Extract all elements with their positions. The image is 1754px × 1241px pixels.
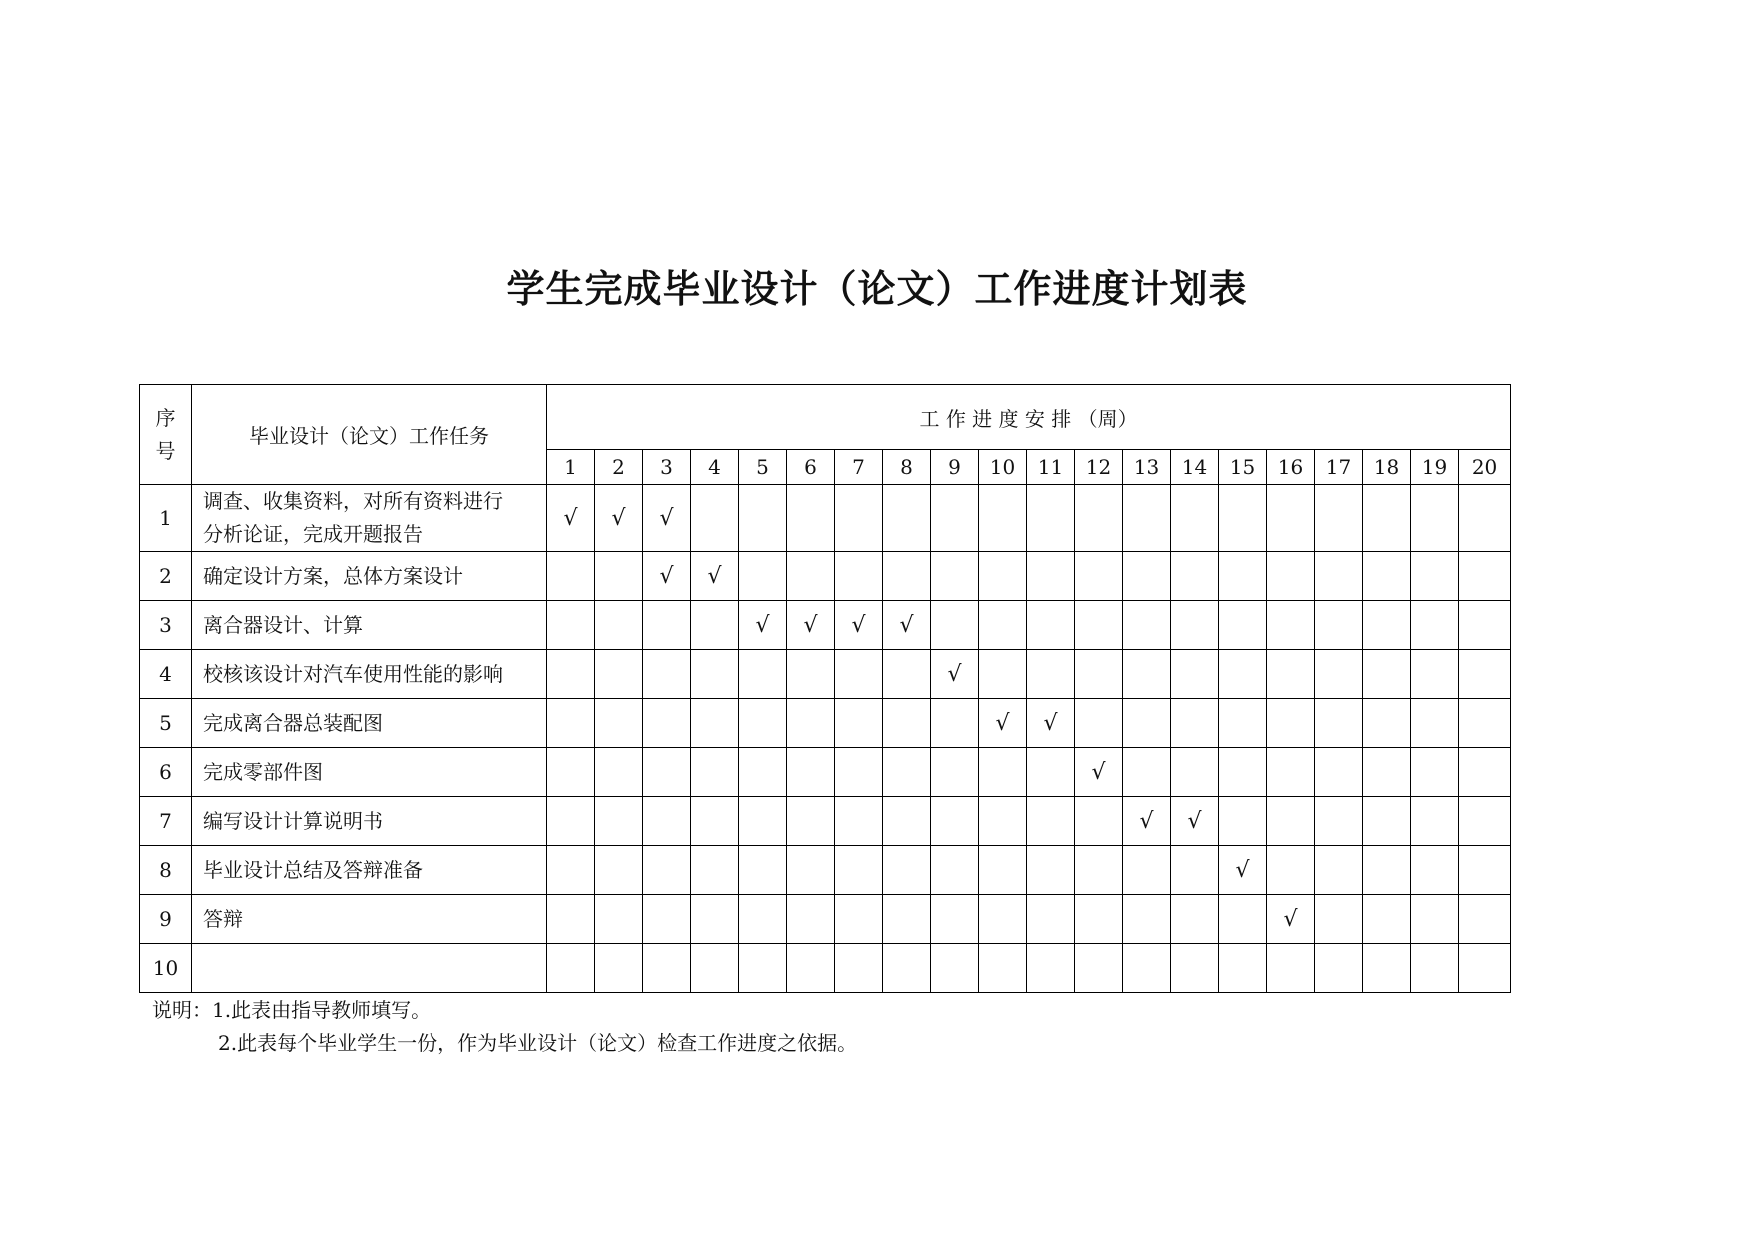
- week-cell: [787, 485, 835, 552]
- check-mark: √: [1171, 797, 1219, 846]
- check-mark: √: [643, 485, 691, 552]
- week-cell: [931, 944, 979, 993]
- week-cell: [835, 485, 883, 552]
- week-cell: [883, 650, 931, 699]
- week-cell: [1459, 748, 1511, 797]
- week-cell: [835, 846, 883, 895]
- week-cell: [835, 552, 883, 601]
- week-cell: [1219, 895, 1267, 944]
- check-mark: √: [1075, 748, 1123, 797]
- week-cell: [1123, 601, 1171, 650]
- schedule-header: 工 作 进 度 安 排 （周）: [547, 385, 1511, 450]
- week-header-cell: 6: [787, 450, 835, 485]
- table-row: [140, 650, 1511, 699]
- table-row: [140, 699, 1511, 748]
- check-mark: √: [1219, 846, 1267, 895]
- week-header-cell: 12: [1075, 450, 1123, 485]
- week-cell: [547, 944, 595, 993]
- week-cell: [547, 748, 595, 797]
- week-cell: [1219, 601, 1267, 650]
- week-cell: [1459, 797, 1511, 846]
- week-header-cell: 17: [1315, 450, 1363, 485]
- check-mark: √: [547, 485, 595, 552]
- week-cell: [643, 797, 691, 846]
- week-header-cell: 5: [739, 450, 787, 485]
- week-cell: [1411, 485, 1459, 552]
- week-cell: [835, 650, 883, 699]
- week-cell: [1411, 846, 1459, 895]
- week-cell: [1219, 650, 1267, 699]
- week-cell: [1219, 552, 1267, 601]
- week-header-cell: 15: [1219, 450, 1267, 485]
- week-cell: [979, 944, 1027, 993]
- week-cell: [883, 485, 931, 552]
- task-header: 毕业设计（论文）工作任务: [192, 385, 547, 485]
- check-mark: √: [1123, 797, 1171, 846]
- week-cell: [883, 552, 931, 601]
- header-row: [140, 385, 1511, 450]
- week-cell: [1075, 552, 1123, 601]
- week-cell: [1315, 650, 1363, 699]
- week-cell: [883, 797, 931, 846]
- week-cell: [595, 552, 643, 601]
- week-cell: [1123, 895, 1171, 944]
- task-cell: 完成离合器总装配图: [192, 699, 547, 748]
- seq-cell: 2: [140, 552, 192, 601]
- week-cell: [691, 895, 739, 944]
- table-row: [140, 485, 1511, 552]
- week-cell: [1363, 650, 1411, 699]
- week-cell: [547, 699, 595, 748]
- week-cell: [1363, 797, 1411, 846]
- seq-cell: 4: [140, 650, 192, 699]
- check-mark: √: [883, 601, 931, 650]
- check-mark: √: [787, 601, 835, 650]
- week-cell: [1075, 601, 1123, 650]
- table-row: [140, 846, 1511, 895]
- week-cell: [787, 699, 835, 748]
- task-cell: 校核该设计对汽车使用性能的影响: [192, 650, 547, 699]
- week-cell: [931, 748, 979, 797]
- week-cell: [1267, 846, 1315, 895]
- week-cell: [1411, 748, 1459, 797]
- week-cell: [691, 650, 739, 699]
- week-cell: [595, 895, 643, 944]
- week-cell: [979, 552, 1027, 601]
- week-cell: [1027, 797, 1075, 846]
- week-header-cell: 16: [1267, 450, 1315, 485]
- week-cell: [1267, 944, 1315, 993]
- week-cell: [1219, 748, 1267, 797]
- schedule-table: [139, 384, 1511, 993]
- check-mark: √: [595, 485, 643, 552]
- week-cell: [1267, 748, 1315, 797]
- week-cell: [787, 797, 835, 846]
- week-cell: [1171, 601, 1219, 650]
- week-cell: [1171, 650, 1219, 699]
- check-mark: √: [1267, 895, 1315, 944]
- week-cell: [739, 699, 787, 748]
- week-cell: [883, 748, 931, 797]
- week-cell: [1411, 552, 1459, 601]
- week-cell: [1315, 944, 1363, 993]
- check-mark: √: [931, 650, 979, 699]
- seq-cell: 3: [140, 601, 192, 650]
- week-cell: [1219, 944, 1267, 993]
- week-cell: [1123, 699, 1171, 748]
- week-cell: [931, 552, 979, 601]
- seq-cell: 6: [140, 748, 192, 797]
- week-cell: [1411, 944, 1459, 993]
- week-cell: [1123, 748, 1171, 797]
- week-header-cell: 20: [1459, 450, 1511, 485]
- week-cell: [931, 699, 979, 748]
- week-cell: [1363, 895, 1411, 944]
- week-cell: [931, 797, 979, 846]
- task-cell: 答辩: [192, 895, 547, 944]
- week-cell: [1363, 846, 1411, 895]
- week-cell: [1267, 797, 1315, 846]
- week-cell: [979, 601, 1027, 650]
- week-header-cell: 8: [883, 450, 931, 485]
- check-mark: √: [1027, 699, 1075, 748]
- week-cell: [595, 748, 643, 797]
- week-cell: [1027, 485, 1075, 552]
- week-cell: [1459, 552, 1511, 601]
- week-cell: [1411, 699, 1459, 748]
- week-cell: [931, 601, 979, 650]
- week-cell: [595, 846, 643, 895]
- week-cell: [643, 846, 691, 895]
- week-cell: [1315, 601, 1363, 650]
- check-mark: √: [979, 699, 1027, 748]
- week-cell: [595, 797, 643, 846]
- week-cell: [1219, 699, 1267, 748]
- check-mark: √: [739, 601, 787, 650]
- week-cell: [691, 601, 739, 650]
- week-header-cell: 11: [1027, 450, 1075, 485]
- week-cell: [979, 650, 1027, 699]
- week-cell: [835, 944, 883, 993]
- week-cell: [979, 895, 1027, 944]
- week-cell: [979, 797, 1027, 846]
- week-cell: [787, 748, 835, 797]
- week-cell: [643, 601, 691, 650]
- week-cell: [691, 748, 739, 797]
- week-cell: [1075, 650, 1123, 699]
- week-cell: [1267, 601, 1315, 650]
- table-row: [140, 797, 1511, 846]
- week-cell: [547, 846, 595, 895]
- week-cell: [1171, 846, 1219, 895]
- week-cell: [1459, 601, 1511, 650]
- week-cell: [835, 699, 883, 748]
- week-cell: [1171, 699, 1219, 748]
- week-cell: [1027, 944, 1075, 993]
- week-cell: [883, 699, 931, 748]
- task-cell: 毕业设计总结及答辩准备: [192, 846, 547, 895]
- week-cell: [643, 748, 691, 797]
- week-cell: [739, 895, 787, 944]
- week-cell: [1027, 748, 1075, 797]
- week-cell: [1459, 699, 1511, 748]
- week-cell: [1171, 944, 1219, 993]
- week-cell: [835, 895, 883, 944]
- week-cell: [1363, 601, 1411, 650]
- week-cell: [547, 650, 595, 699]
- week-cell: [547, 601, 595, 650]
- check-mark: √: [643, 552, 691, 601]
- week-cell: [931, 895, 979, 944]
- week-cell: [883, 846, 931, 895]
- week-cell: [739, 650, 787, 699]
- task-cell: 调查、收集资料，对所有资料进行 分析论证，完成开题报告: [192, 485, 547, 552]
- week-cell: [739, 485, 787, 552]
- week-cell: [835, 748, 883, 797]
- task-cell: 编写设计计算说明书: [192, 797, 547, 846]
- week-header-cell: 2: [595, 450, 643, 485]
- week-cell: [1075, 944, 1123, 993]
- week-cell: [1267, 699, 1315, 748]
- week-cell: [739, 748, 787, 797]
- week-cell: [643, 944, 691, 993]
- page-title: 学生完成毕业设计（论文）工作进度计划表: [506, 267, 1248, 311]
- task-cell: [192, 944, 547, 993]
- seq-cell: 7: [140, 797, 192, 846]
- week-cell: [547, 895, 595, 944]
- table-row: [140, 895, 1511, 944]
- task-cell: 完成零部件图: [192, 748, 547, 797]
- week-cell: [1027, 601, 1075, 650]
- week-cell: [883, 944, 931, 993]
- week-cell: [1219, 485, 1267, 552]
- week-cell: [1027, 552, 1075, 601]
- week-cell: [1123, 944, 1171, 993]
- week-cell: [739, 552, 787, 601]
- week-cell: [1075, 846, 1123, 895]
- week-cell: [643, 699, 691, 748]
- week-cell: [1363, 944, 1411, 993]
- week-cell: [643, 895, 691, 944]
- week-cell: [1315, 699, 1363, 748]
- week-cell: [1171, 552, 1219, 601]
- seq-header: 序 号: [140, 385, 192, 485]
- week-cell: [691, 944, 739, 993]
- check-mark: √: [691, 552, 739, 601]
- week-header-cell: 3: [643, 450, 691, 485]
- week-cell: [1315, 797, 1363, 846]
- week-cell: [739, 797, 787, 846]
- week-cell: [1075, 699, 1123, 748]
- week-cell: [691, 485, 739, 552]
- week-cell: [787, 650, 835, 699]
- week-cell: [691, 797, 739, 846]
- week-header-cell: 4: [691, 450, 739, 485]
- week-cell: [1171, 895, 1219, 944]
- week-cell: [1027, 650, 1075, 699]
- week-cell: [1075, 797, 1123, 846]
- week-cell: [787, 895, 835, 944]
- week-cell: [787, 552, 835, 601]
- week-header-cell: 7: [835, 450, 883, 485]
- week-header-cell: 14: [1171, 450, 1219, 485]
- week-cell: [1123, 846, 1171, 895]
- week-cell: [739, 944, 787, 993]
- task-cell: 确定设计方案，总体方案设计: [192, 552, 547, 601]
- week-cell: [979, 748, 1027, 797]
- week-cell: [595, 944, 643, 993]
- week-cell: [1315, 846, 1363, 895]
- seq-cell: 5: [140, 699, 192, 748]
- week-cell: [1363, 699, 1411, 748]
- week-cell: [931, 846, 979, 895]
- note-line-2: 2.此表每个毕业学生一份，作为毕业设计（论文）检查工作进度之依据。: [218, 1031, 858, 1055]
- week-cell: [1171, 748, 1219, 797]
- week-cell: [595, 650, 643, 699]
- table-row: [140, 601, 1511, 650]
- week-cell: [547, 797, 595, 846]
- week-cell: [1459, 485, 1511, 552]
- week-header-cell: 19: [1411, 450, 1459, 485]
- week-cell: [1363, 485, 1411, 552]
- table-row: [140, 944, 1511, 993]
- week-header-cell: 9: [931, 450, 979, 485]
- check-mark: √: [835, 601, 883, 650]
- week-cell: [931, 485, 979, 552]
- week-cell: [1459, 846, 1511, 895]
- week-cell: [1315, 895, 1363, 944]
- week-cell: [1027, 846, 1075, 895]
- week-cell: [1363, 748, 1411, 797]
- week-cell: [1411, 601, 1459, 650]
- week-cell: [691, 699, 739, 748]
- week-cell: [979, 485, 1027, 552]
- week-cell: [1219, 797, 1267, 846]
- week-cell: [1123, 650, 1171, 699]
- week-cell: [643, 650, 691, 699]
- week-cell: [883, 895, 931, 944]
- seq-cell: 10: [140, 944, 192, 993]
- week-cell: [595, 601, 643, 650]
- week-cell: [1459, 944, 1511, 993]
- week-header-cell: 10: [979, 450, 1027, 485]
- week-cell: [1459, 650, 1511, 699]
- week-cell: [1411, 797, 1459, 846]
- week-cell: [835, 797, 883, 846]
- week-cell: [739, 846, 787, 895]
- table-row: [140, 748, 1511, 797]
- week-cell: [1027, 895, 1075, 944]
- week-cell: [979, 846, 1027, 895]
- week-header-cell: 13: [1123, 450, 1171, 485]
- table-row: [140, 552, 1511, 601]
- week-cell: [1411, 650, 1459, 699]
- seq-cell: 8: [140, 846, 192, 895]
- week-cell: [1315, 552, 1363, 601]
- week-cell: [1267, 552, 1315, 601]
- week-cell: [1075, 485, 1123, 552]
- week-cell: [1315, 748, 1363, 797]
- week-cell: [1075, 895, 1123, 944]
- week-cell: [1363, 552, 1411, 601]
- week-cell: [1123, 552, 1171, 601]
- week-cell: [1459, 895, 1511, 944]
- week-cell: [1267, 650, 1315, 699]
- seq-cell: 1: [140, 485, 192, 552]
- week-cell: [547, 552, 595, 601]
- week-cell: [1411, 895, 1459, 944]
- week-header-cell: 18: [1363, 450, 1411, 485]
- note-line-1: 说明：1.此表由指导教师填写。: [152, 998, 432, 1022]
- week-cell: [1315, 485, 1363, 552]
- week-cell: [1171, 485, 1219, 552]
- week-header-cell: 1: [547, 450, 595, 485]
- week-cell: [1267, 485, 1315, 552]
- week-cell: [787, 846, 835, 895]
- week-cell: [1123, 485, 1171, 552]
- task-cell: 离合器设计、计算: [192, 601, 547, 650]
- week-cell: [787, 944, 835, 993]
- week-cell: [691, 846, 739, 895]
- week-cell: [595, 699, 643, 748]
- seq-cell: 9: [140, 895, 192, 944]
